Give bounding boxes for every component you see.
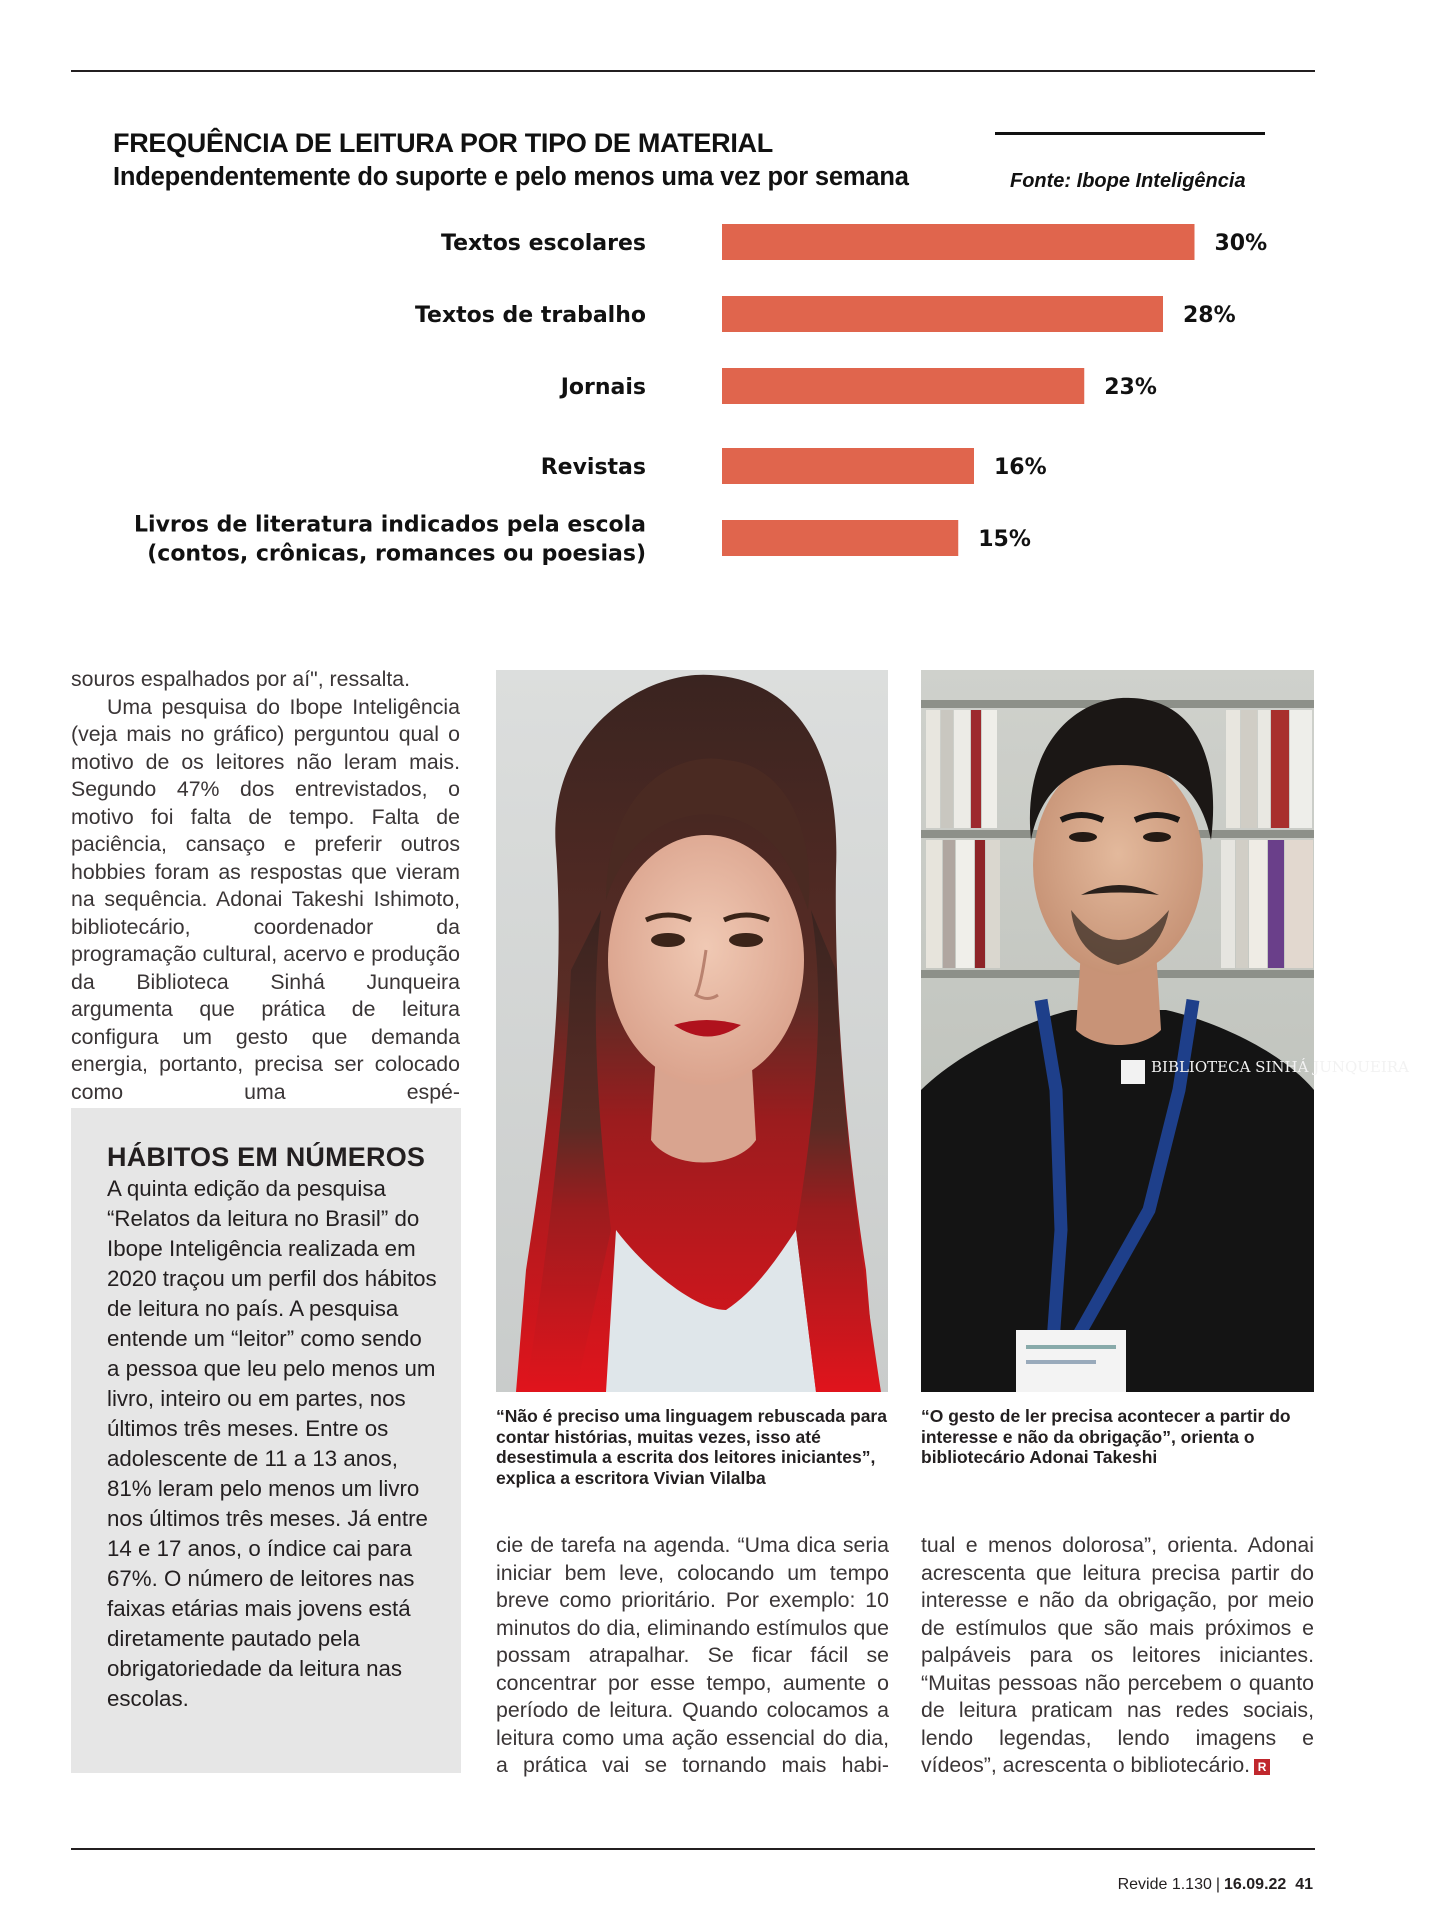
- bar-value-label: 15%: [978, 527, 1031, 552]
- bar-value-label: 30%: [1214, 231, 1268, 256]
- article-paragraph: [921, 1532, 1314, 1780]
- chart-bar: [722, 448, 974, 484]
- sidebar-box: [71, 1108, 461, 1773]
- chart-subtitle: Independentemente do suporte e pelo menos uma vez por semana: [113, 163, 909, 191]
- article-column-2: [496, 1532, 889, 1780]
- bar-chart: [0, 0, 1453, 600]
- category-label: (contos, crônicas, romances ou poesias): [147, 541, 646, 567]
- article-paragraph: cie de tarefa na agenda. “Uma dica seria iniciar bem leve, colocando um tempo breve como prioritário. Por exemplo: 10 minutos do dia, eliminando estímulos que possam atrapalhar. Se ficar fácil se concentrar por esse tempo, aumente o período de leitura. Quando colocamos a leitura como uma ação essencial do dia, a prática vai se tornando mais habi-: [496, 1533, 889, 1777]
- chart-bar: [722, 296, 1163, 332]
- chart-title: FREQUÊNCIA DE LEITURA POR TIPO DE MATERIAL: [113, 128, 773, 158]
- photo-vivian-vilalba: [496, 670, 888, 1392]
- category-label: Textos de trabalho: [414, 303, 646, 328]
- article-paragraph: souros espalhados por aí", ressalta.: [71, 667, 411, 691]
- portrait-woman-image: [496, 670, 888, 1392]
- article-column-1: [71, 666, 460, 1106]
- article-paragraph: Uma pesquisa do Ibope Inteligência (veja mais no gráfico) perguntou qual o motivo de os leitores não leram mais. Segundo 47% dos entrevistados, o motivo foi falta de tempo. Falta de paciência, cansaço e preferir outros hobbies foram as respostas que vieram na sequência. Adonai Takeshi Ishimoto, bibliotecário, coordenador da programação cultural, acervo e produção da Biblioteca Sinhá Junqueira argumenta que prática de leitura configura um gesto que demanda energia, portanto, precisa ser colocado como uma espé-: [71, 694, 460, 1104]
- end-mark-icon: R: [1254, 1759, 1270, 1775]
- footer-separator: |: [1215, 1876, 1221, 1893]
- chart-source: Fonte: Ibope Inteligência: [1010, 170, 1246, 192]
- category-label: Textos escolares: [440, 231, 646, 256]
- box-title: HÁBITOS EM NÚMEROS: [107, 1142, 426, 1172]
- shirt-logo-text: BIBLIOTECA SINHÁ JUNQUEIRA: [1151, 1058, 1409, 1076]
- portrait-man-image: [921, 670, 1409, 1392]
- publication-name: Revide 1.130: [1117, 1876, 1212, 1893]
- photo-caption: “Não é preciso uma linguagem rebuscada para contar histórias, muitas vezes, isso até desestimula a escrita dos leitores iniciantes”, explica a escritora Vivian Vilalba: [496, 1406, 887, 1488]
- category-label: Revistas: [540, 455, 646, 480]
- category-label: Livros de literatura indicados pela escola: [134, 512, 646, 538]
- article-column-3: [921, 1532, 1314, 1780]
- issue-date: 16.09.22: [1224, 1876, 1287, 1893]
- page-number: 41: [1295, 1876, 1313, 1893]
- chart-bar: [722, 224, 1195, 260]
- article-text: tual e menos dolorosa”, orienta. Adonai acrescenta que leitura precisa partir do interesse e não da obrigação, por meio de estímulos que são mais próximos e palpáveis para os leitores iniciantes. “Muitas pessoas não percebem o quanto de leitura praticam nas redes sociais, lendo legendas, lendo imagens e vídeos”, acrescenta o bibliotecário.: [921, 1533, 1314, 1777]
- bar-value-label: 28%: [1183, 303, 1236, 328]
- bar-value-label: 23%: [1104, 375, 1157, 400]
- bottom-rule: [71, 1848, 1315, 1850]
- photo-adonai-takeshi: [921, 670, 1409, 1392]
- chart-bar: [722, 520, 958, 556]
- photo-caption: “O gesto de ler precisa acontecer a partir do interesse e não da obrigação”, orienta o bibliotecário Adonai Takeshi: [921, 1406, 1291, 1467]
- chart-bar: [722, 368, 1084, 404]
- category-label: Jornais: [560, 375, 646, 400]
- page-footer: [1118, 1876, 1313, 1894]
- box-text: A quinta edição da pesquisa “Relatos da leitura no Brasil” do Ibope Inteligência realizada em 2020 traçou um perfil dos hábitos de leitura no país. A pesquisa entende um “leitor” como sendo a pessoa que leu pelo menos um livro, inteiro ou em partes, nos últimos três meses. Entre os adolescente de 11 a 13 anos, 81% leram pelo menos um livro nos últimos três meses. Já entre 14 e 17 anos, o índice cai para 67%. O número de leitores nas faixas etárias mais jovens está diretamente pautado pela obrigatoriedade da leitura nas escolas.: [107, 1176, 437, 1711]
- bar-value-label: 16%: [994, 455, 1047, 480]
